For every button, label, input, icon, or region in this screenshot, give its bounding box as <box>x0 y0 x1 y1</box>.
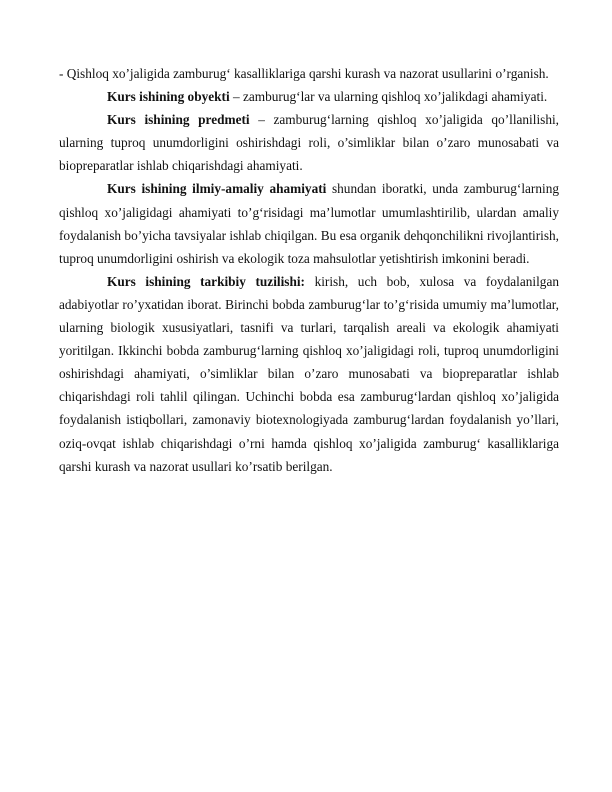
paragraph-term: Kurs ishining obyekti <box>107 89 230 105</box>
paragraph-text: kirish, uch bob, xulosa va foydalanilgan adabiyotlar ro’yxatidan iborat. Birinchi bobda zamburug‘lar to’g‘risida umumiy ma’lumotlar, ularning biologik xususiyatlari, tasnifi va turlari, tarqalish areali va ekologik ahamiyati yoritilgan. Ikkinchi bobda zamburug‘larning qishloq xo’jaligidagi roli, tuproq unumdorligini oshirishdagi ahamiyati, o’simliklar bilan o’zaro munosabati va biopreparatlar ishlab chiqarishdagi roli tahlil qilingan. Uchinchi bobda esa zamburug‘lardan qishloq xo’jaligida foydalanish istiqbollari, zamonaviy biotexnologiyada zamburug‘lardan foydalanish yo’llari, oziq-ovqat ishlab chiqarishdagi o’rni hamda qishloq xo’jaligida zamburug‘ kasalliklariga qarshi kurash va nazorat usullari ko’rsatib berilgan. <box>59 273 560 474</box>
paragraph-text: – zamburug‘lar va ularning qishloq xo’jalikdagi ahamiyati. <box>229 89 548 105</box>
paragraph-term: Kurs ishining ilmiy-amaliy ahamiyati <box>107 181 327 197</box>
paragraph-significance <box>59 177 559 269</box>
paragraph-term: Kurs ishining tarkibiy tuzilishi: <box>107 273 305 289</box>
paragraph-text: – zamburug‘larning qishloq xo’jaligida qo’llanilishi, ularning tuproq unumdorligini oshirishdagi roli, o’simliklar bilan o’zaro munosabati va biopreparatlar ishlab chiqarishdagi ahamiyati. <box>59 112 559 174</box>
paragraph-structure <box>59 270 559 478</box>
paragraph-intro-line <box>59 62 559 85</box>
paragraph-subject <box>59 108 559 177</box>
paragraph-text: shundan iboratki, unda zamburug‘larning qishloq xo’jaligidagi ahamiyati to’g‘risidagi ma’lumotlar umumlashtirilib, ulardan amaliy foydalanish bo’yicha tavsiyalar ishlab chiqilgan. Bu esa organik dehqonchilikni rivojlantirish, tuproq unumdorligini oshirish va ekologik toza mahsulotlar yetishtirish imkonini beradi. <box>59 181 559 266</box>
paragraph-term: Kurs ishining predmeti <box>107 112 250 128</box>
paragraph-object <box>59 85 559 108</box>
document-page <box>59 62 559 478</box>
paragraph-text: - Qishloq xo’jaligida zamburug‘ kasalliklariga qarshi kurash va nazorat usullarini o’rganish. <box>59 66 549 81</box>
